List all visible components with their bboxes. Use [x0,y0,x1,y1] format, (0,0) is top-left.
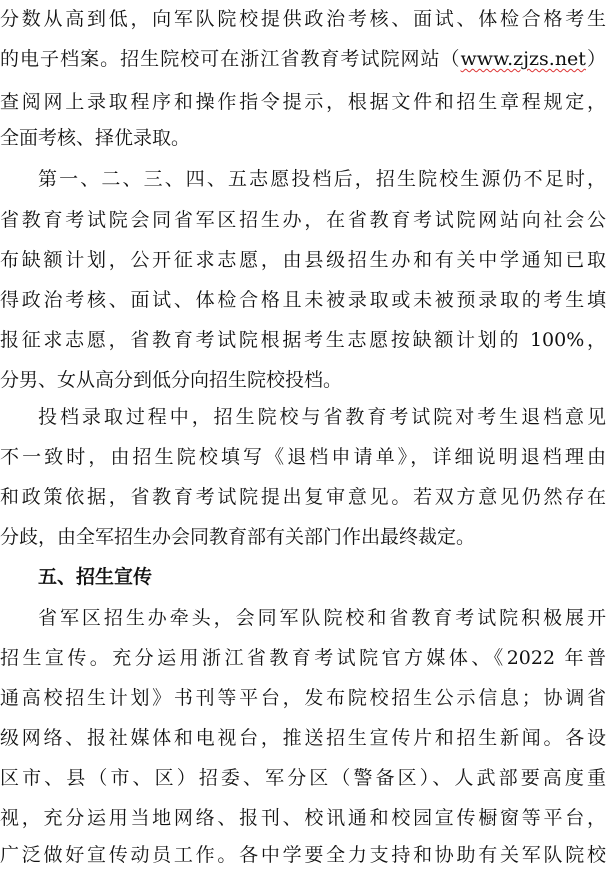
paragraph-3-line-3: 和政策依据，省教育考试院提出复审意见。若双方意见仍然存在 [0,486,606,508]
paragraph-3-line-1: 投档录取过程中，招生院校与省教育考试院对考生退档意见 [38,406,606,428]
paragraph-1-line-3: 查阅网上录取程序和操作指令提示，根据文件和招生章程规定， [0,91,606,113]
paragraph-2-line-1: 第一、二、三、四、五志愿投档后，招生院校生源仍不足时， [38,168,606,190]
paragraph-4-line-1: 省军区招生办牵头，会同军队院校和省教育考试院积极展开 [38,607,606,629]
paragraph-1-line-2-text: 的电子档案。招生院校可在浙江省教育考试院网站（ [0,48,461,70]
section-heading: 五、招生宣传 [38,566,153,588]
paragraph-1-line-2-tail: ） [585,48,606,70]
paragraph-2-line-4: 得政治考核、面试、体检合格且未被录取或未被预录取的考生填 [0,289,606,311]
paragraph-4-line-3: 通高校招生计划》书刊等平台，发布院校招生公示信息；协调省 [0,687,606,709]
paragraph-3-line-4: 分歧，由全军招生办会同教育部有关部门作出最终裁定。 [0,526,476,548]
paragraph-4-line-2: 招生宣传。充分运用浙江省教育考试院官方媒体、《2022 年普 [0,647,606,669]
paragraph-1-line-1: 分数从高到低，向军队院校提供政治考核、面试、体检合格考生 [0,8,606,30]
paragraph-2-line-6: 分男、女从高分到低分向招生院校投档。 [0,369,343,391]
paragraph-4-line-7: 广泛做好宣传动员工作。各中学要全力支持和协助有关军队院校 [0,844,606,866]
paragraph-2-line-3: 布缺额计划，公开征求志愿，由县级招生办和有关中学通知已取 [0,249,606,271]
paragraph-1-line-4: 全面考核、择优录取。 [0,127,191,149]
paragraph-1-line-2 [0,42,606,76]
paragraph-4-line-5: 区市、县（市、区）招委、军分区（警备区）、人武部要高度重 [0,767,606,789]
paragraph-2-line-2: 省教育考试院会同省军区招生办，在省教育考试院网站向社会公 [0,209,606,231]
website-link[interactable]: www.zjzs.net [460,48,586,70]
paragraph-2-line-5: 报征求志愿，省教育考试院根据考生志愿按缺额计划的 100%， [0,329,606,351]
paragraph-3-line-2: 不一致时，由招生院校填写《退档申请单》，详细说明退档理由 [0,446,606,468]
paragraph-4-line-4: 级网络、报社媒体和电视台，推送招生宣传片和招生新闻。各设 [0,727,606,749]
paragraph-4-line-6: 视，充分运用当地网络、报刊、校讯通和校园宣传橱窗等平台， [0,807,606,829]
